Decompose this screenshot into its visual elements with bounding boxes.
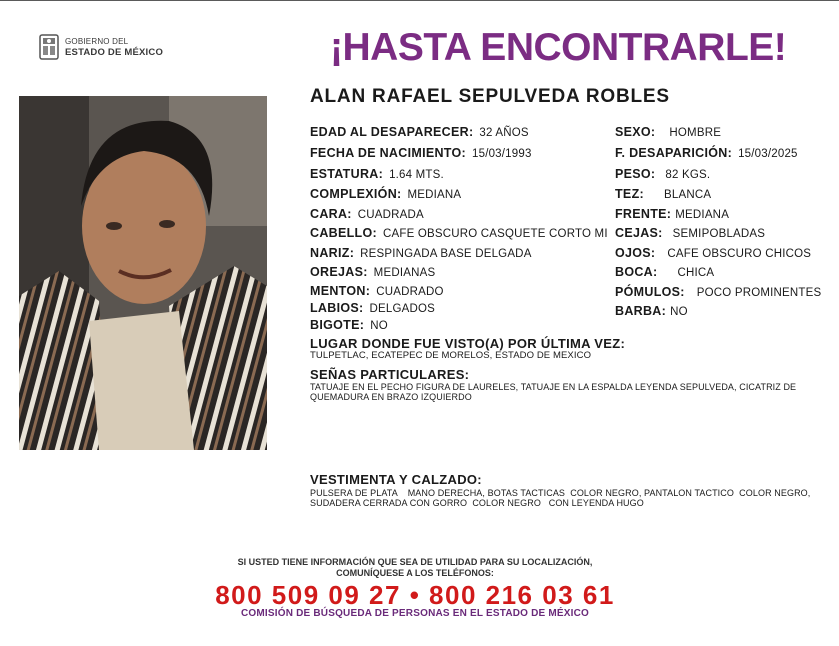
field-pomulos — [615, 285, 821, 300]
field-fecha-desaparicion — [615, 146, 798, 161]
missing-person-photo — [19, 96, 267, 450]
barba-label: BARBA: — [615, 304, 667, 318]
field-peso — [615, 167, 710, 182]
edad-label: EDAD AL DESAPARECER: — [310, 125, 474, 139]
cejas-label: CEJAS: — [615, 226, 663, 240]
info-line-2: COMUNÍQUESE A LOS TELÉFONOS: — [336, 568, 494, 578]
field-complexion — [310, 187, 461, 202]
ojos-value: CAFE OBSCURO CHICOS — [667, 248, 812, 260]
field-fecha-nacimiento — [310, 146, 532, 161]
tez-label: TEZ: — [615, 187, 644, 201]
labios-value: DELGADOS — [369, 303, 436, 315]
nariz-value: RESPINGADA BASE DELGADA — [360, 248, 532, 260]
headline: ¡HASTA ENCONTRARLE! — [330, 26, 787, 69]
ojos-label: OJOS: — [615, 246, 656, 260]
field-bigote — [310, 318, 388, 333]
tez-value: BLANCA — [663, 189, 712, 201]
menton-label: MENTON: — [310, 284, 371, 298]
estatura-value: 1.64 MTS. — [389, 169, 444, 181]
bigote-value: NO — [370, 320, 388, 332]
info-text — [180, 557, 650, 579]
peso-value: 82 KGS. — [665, 169, 711, 181]
person-name: ALAN RAFAEL SEPULVEDA ROBLES — [310, 86, 670, 107]
cejas-value: SEMIPOBLADAS — [672, 228, 766, 240]
cara-value: CUADRADA — [357, 209, 424, 221]
orejas-label: OREJAS: — [310, 265, 368, 279]
peso-label: PESO: — [615, 167, 656, 181]
field-ojos — [615, 246, 811, 261]
logo-line-1: GOBIERNO DEL — [65, 37, 129, 46]
complexion-value: MEDIANA — [407, 189, 462, 201]
clothing-label: VESTIMENTA Y CALZADO: — [310, 472, 482, 487]
menton-value: CUADRADO — [376, 286, 444, 298]
orejas-value: MEDIANAS — [373, 267, 436, 279]
estatura-label: ESTATURA: — [310, 167, 384, 181]
field-edad — [310, 125, 529, 140]
top-border — [0, 0, 839, 1]
info-line-1: SI USTED TIENE INFORMACIÓN QUE SEA DE UTILIDAD PARA SU LOCALIZACIÓN, — [237, 557, 593, 567]
field-barba — [615, 304, 688, 319]
phone-numbers: 800 509 09 27 • 800 216 03 61 — [215, 580, 615, 610]
marks-line-2: QUEMADURA EN BRAZO IZQUIERDO — [310, 392, 472, 402]
boca-label: BOCA: — [615, 265, 658, 279]
fnac-label: FECHA DE NACIMIENTO: — [310, 146, 466, 160]
state-seal-icon — [37, 33, 61, 61]
sexo-value: HOMBRE — [669, 127, 722, 139]
complexion-label: COMPLEXIÓN: — [310, 187, 402, 201]
cara-label: CARA: — [310, 207, 352, 221]
last-seen-value: TULPETLAC, ECATEPEC DE MORELOS, ESTADO DE MEXICO — [310, 350, 592, 361]
last-seen-label: LUGAR DONDE FUE VISTO(A) POR ÚLTIMA VEZ: — [310, 336, 626, 351]
cabello-value: CAFE OBSCURO CASQUETE CORTO MI — [382, 228, 608, 240]
frente-label: FRENTE: — [615, 207, 672, 221]
government-logo — [37, 33, 163, 61]
fdes-value: 15/03/2025 — [738, 148, 798, 160]
sexo-label: SEXO: — [615, 125, 656, 139]
fnac-value: 15/03/1993 — [472, 148, 532, 160]
field-cara — [310, 207, 424, 222]
commission-name: COMISIÓN DE BÚSQUEDA DE PERSONAS EN EL ESTADO DE MÉXICO — [240, 608, 590, 619]
field-tez — [615, 187, 711, 202]
field-estatura — [310, 167, 444, 182]
boca-value: CHICA — [677, 267, 715, 279]
frente-value: MEDIANA — [675, 209, 730, 221]
field-sexo — [615, 125, 721, 140]
field-orejas — [310, 265, 435, 280]
bigote-label: BIGOTE: — [310, 318, 365, 332]
field-nariz — [310, 246, 532, 261]
labios-label: LABIOS: — [310, 301, 364, 315]
barba-value: NO — [670, 306, 688, 318]
field-menton — [310, 284, 444, 299]
pomulos-value: POCO PROMINENTES — [696, 287, 822, 299]
field-cejas — [615, 226, 765, 241]
field-cabello — [310, 226, 608, 241]
marks-label: SEÑAS PARTICULARES: — [310, 367, 470, 382]
edad-value: 32 AÑOS — [479, 127, 529, 139]
cabello-label: CABELLO: — [310, 226, 377, 240]
nariz-label: NARIZ: — [310, 246, 355, 260]
pomulos-label: PÓMULOS: — [615, 285, 685, 299]
field-frente — [615, 207, 729, 222]
logo-line-2: ESTADO DE MÉXICO — [65, 47, 164, 58]
clothing-line-2: SUDADERA CERRADA CON GORRO COLOR NEGRO CON LEYENDA HUGO — [310, 498, 644, 508]
fdes-label: F. DESAPARICIÓN: — [615, 146, 733, 160]
marks-line-1: TATUAJE EN EL PECHO FIGURA DE LAURELES, TATUAJE EN LA ESPALDA LEYENDA SEPULVEDA, CICATRIZ DE — [310, 382, 797, 392]
clothing-line-1: PULSERA DE PLATA MANO DERECHA, BOTAS TACTICAS COLOR NEGRO, PANTALON TACTICO COLOR NEGRO, — [310, 488, 811, 498]
field-boca — [615, 265, 714, 280]
field-labios — [310, 301, 435, 316]
